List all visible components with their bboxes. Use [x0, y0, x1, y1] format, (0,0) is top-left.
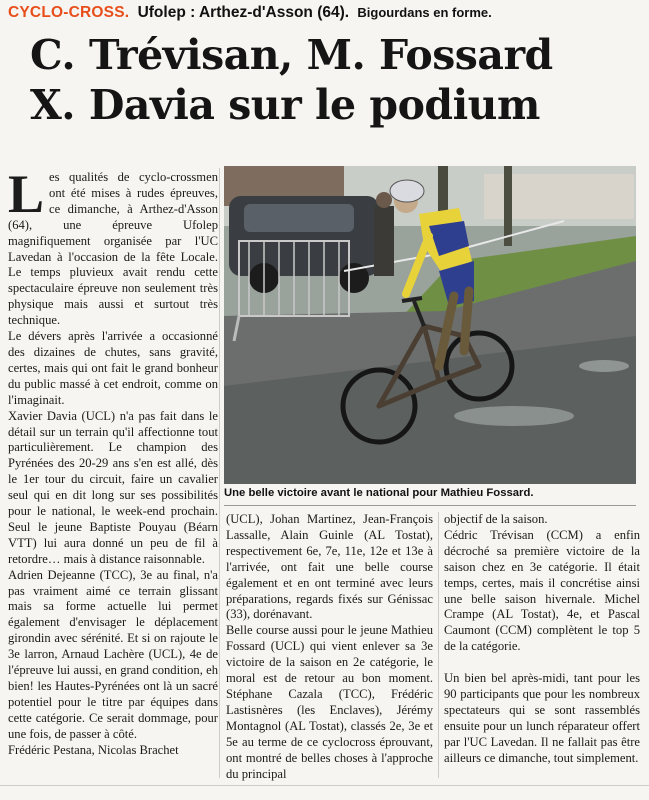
headline [30, 30, 630, 130]
drop-cap: L [8, 164, 45, 224]
paragraph: Frédéric Pestana, Nicolas Brachet [8, 742, 179, 757]
subhead-tag: Bigourdans en forme. [357, 5, 492, 20]
article-column-2 [226, 512, 433, 782]
paragraph: Xavier Davia (UCL) n'a pas fait dans le détail sur un terrain qu'il affectionne tout particulièrement. Le champion des Pyrénées des 20-29 ans s'en est allé, dès le 1er tour du circuit, faire un cavalier seul qui en dit long sur ses possibilités pour le national, le week-end prochain. Seul le jeune Baptiste Pouyau (Béarn VTT) lui aura donné un peu de fil à retordre… mais à distance raisonnable. [8, 408, 218, 566]
column-divider [219, 168, 220, 778]
paragraph [8, 164, 218, 329]
caption-divider [224, 505, 636, 506]
article-column-1 [8, 164, 218, 759]
paragraph: Adrien Dejeanne (TCC), 3e au final, n'a pas vraiment aimé ce terrain glissant mais sa forme actuelle lui permet également d'envisager le déplacement girondin avec sérénité. Et si on rajoute le 3e larron, Arnaud Lachère (UCL), 4e de l'épreuve lui aussi, en grand condition, eh bien! les Hautes-Pyrénées ont là un sacré potentiel pour le titre par équipes dans cette catégorie. Ce serait dommage, pour une fois, de passer à côté. [8, 567, 218, 741]
paragraph: Un bien bel après-midi, tant pour les 90 participants que pour les nombreux spectateurs qui se sont rassemblés ensuite pour un lunch réparateur offert par l'UC Lavedan. Il ne fallait pas être ailleurs ce dimanche, tout simplement. [444, 671, 640, 765]
photo-caption: Une belle victoire avant le national pour Mathieu Fossard. [224, 487, 534, 499]
race-photo [224, 166, 636, 484]
headline-line-2: X. Davia sur le podium [30, 81, 540, 129]
headline-line-1: C. Trévisan, M. Fossard [30, 31, 553, 79]
paragraph-text: es qualités de cyclo-crossmen ont été mises à rudes épreuves, ce dimanche, à Arthez-d'Asson (64), une épreuve Ufolep magnifiquement organisée par l'UC Lavedan à l'occasion de la fête Locale. Le temps pluvieux avait rendu cette spectaculaire épreuve non seulement très physique mais aussi et surtout très technique. [8, 170, 218, 328]
event-label: Ufolep : Arthez-d'Asson (64). [137, 4, 350, 21]
paragraph: (UCL), Johan Martinez, Jean-François Lassalle, Alain Guinle (AL Tostat), respectivement 6e, 7e, 11e, 12e et 13e à l'arrivée, ont fait une belle course également et en ont terminé avec leurs préparations, regards fixés sur Génissac (33), dorénavant. [226, 512, 433, 622]
rubric-label: CYCLO-CROSS. [8, 4, 130, 21]
paragraph: Cédric Trévisan (CCM) a enfin décroché sa première victoire de la saison chez en 3e catégorie. Il était temps, certes, mais il concrétise ainsi une belle saison hivernale. Michel Crampe (AL Tostat), 4e, et Pascal Caumont (CCM) complètent le top 5 de la catégorie. [444, 527, 640, 654]
paragraph: objectif de la saison. [444, 512, 548, 526]
kicker [8, 4, 492, 22]
paragraph: Belle course aussi pour le jeune Mathieu Fossard (UCL) qui vient enlever sa 3e victoire de la saison en 2e catégorie, le moral est de retour au bon moment. Stéphane Cazala (TCC), Frédéric Lastisnères (les Enclaves), Jérémy Montagnol (AL Tostat), classés 2e, 3e et 5e au terme de ce cyclocross éprouvant, ont montré de belles choses à l'approche du principal [226, 623, 433, 781]
paragraph: Le dévers après l'arrivée a occasionné des dizaines de chutes, sans gravité, certes, mais qui ont fait le grand bonheur du public massé à cet endroit, comme on l'imaginait. [8, 329, 218, 407]
column-divider [438, 512, 439, 778]
page-bottom-rule [0, 785, 649, 786]
article-column-3 [444, 512, 640, 767]
